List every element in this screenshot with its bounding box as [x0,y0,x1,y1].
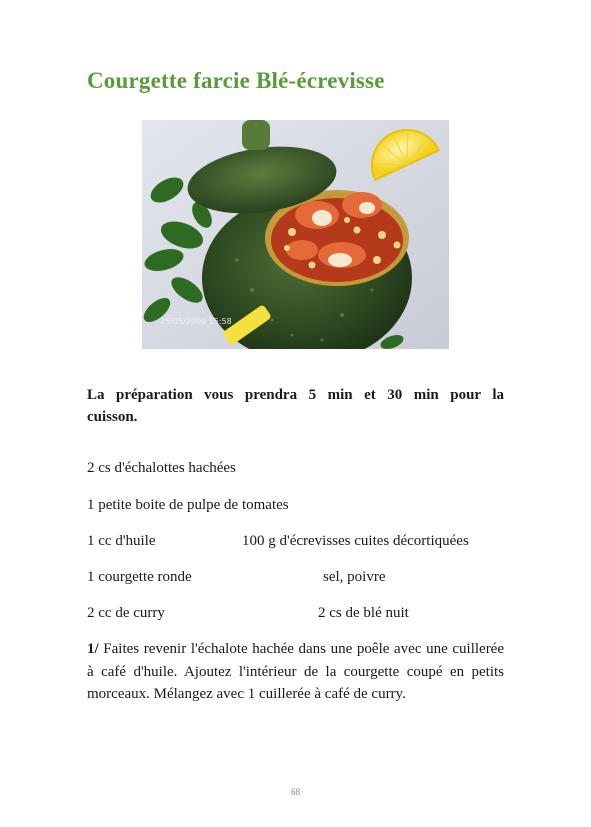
ingredient-shallots: 2 cs d'échalottes hachées [87,460,236,476]
step-number: 1/ [87,641,99,657]
stuffed-zucchini-image [142,120,449,349]
ingredient-oil: 1 cc d'huile [87,533,156,549]
preparation-line-1: La préparation vous prendra 5 min et 30 min pour la [87,387,504,403]
photo-timestamp: 25/05/2009 15:58 [160,317,232,326]
ingredient-wheat: 2 cs de blé nuit [318,605,409,621]
preparation-time [87,384,504,428]
page-number: 68 [291,787,300,797]
ingredient-curry: 2 cc de curry [87,605,165,621]
preparation-line-2: cuisson. [87,409,138,425]
step-text: Faites revenir l'échalote hachée dans une poêle avec une cuillerée à café d'huile. Ajoutez l'intérieur de la courgette coupé en petits morceaux. Mélangez avec 1 cuillerée à café de curry. [87,641,505,702]
recipe-step [87,638,504,706]
recipe-photo [142,120,449,349]
ingredient-seasoning: sel, poivre [323,569,386,585]
ingredient-zucchini: 1 courgette ronde [87,569,192,585]
recipe-title: Courgette farcie Blé-écrevisse [87,68,385,93]
ingredient-tomato: 1 petite boite de pulpe de tomates [87,497,289,513]
ingredient-crayfish: 100 g d'écrevisses cuites décortiquées [242,533,469,549]
